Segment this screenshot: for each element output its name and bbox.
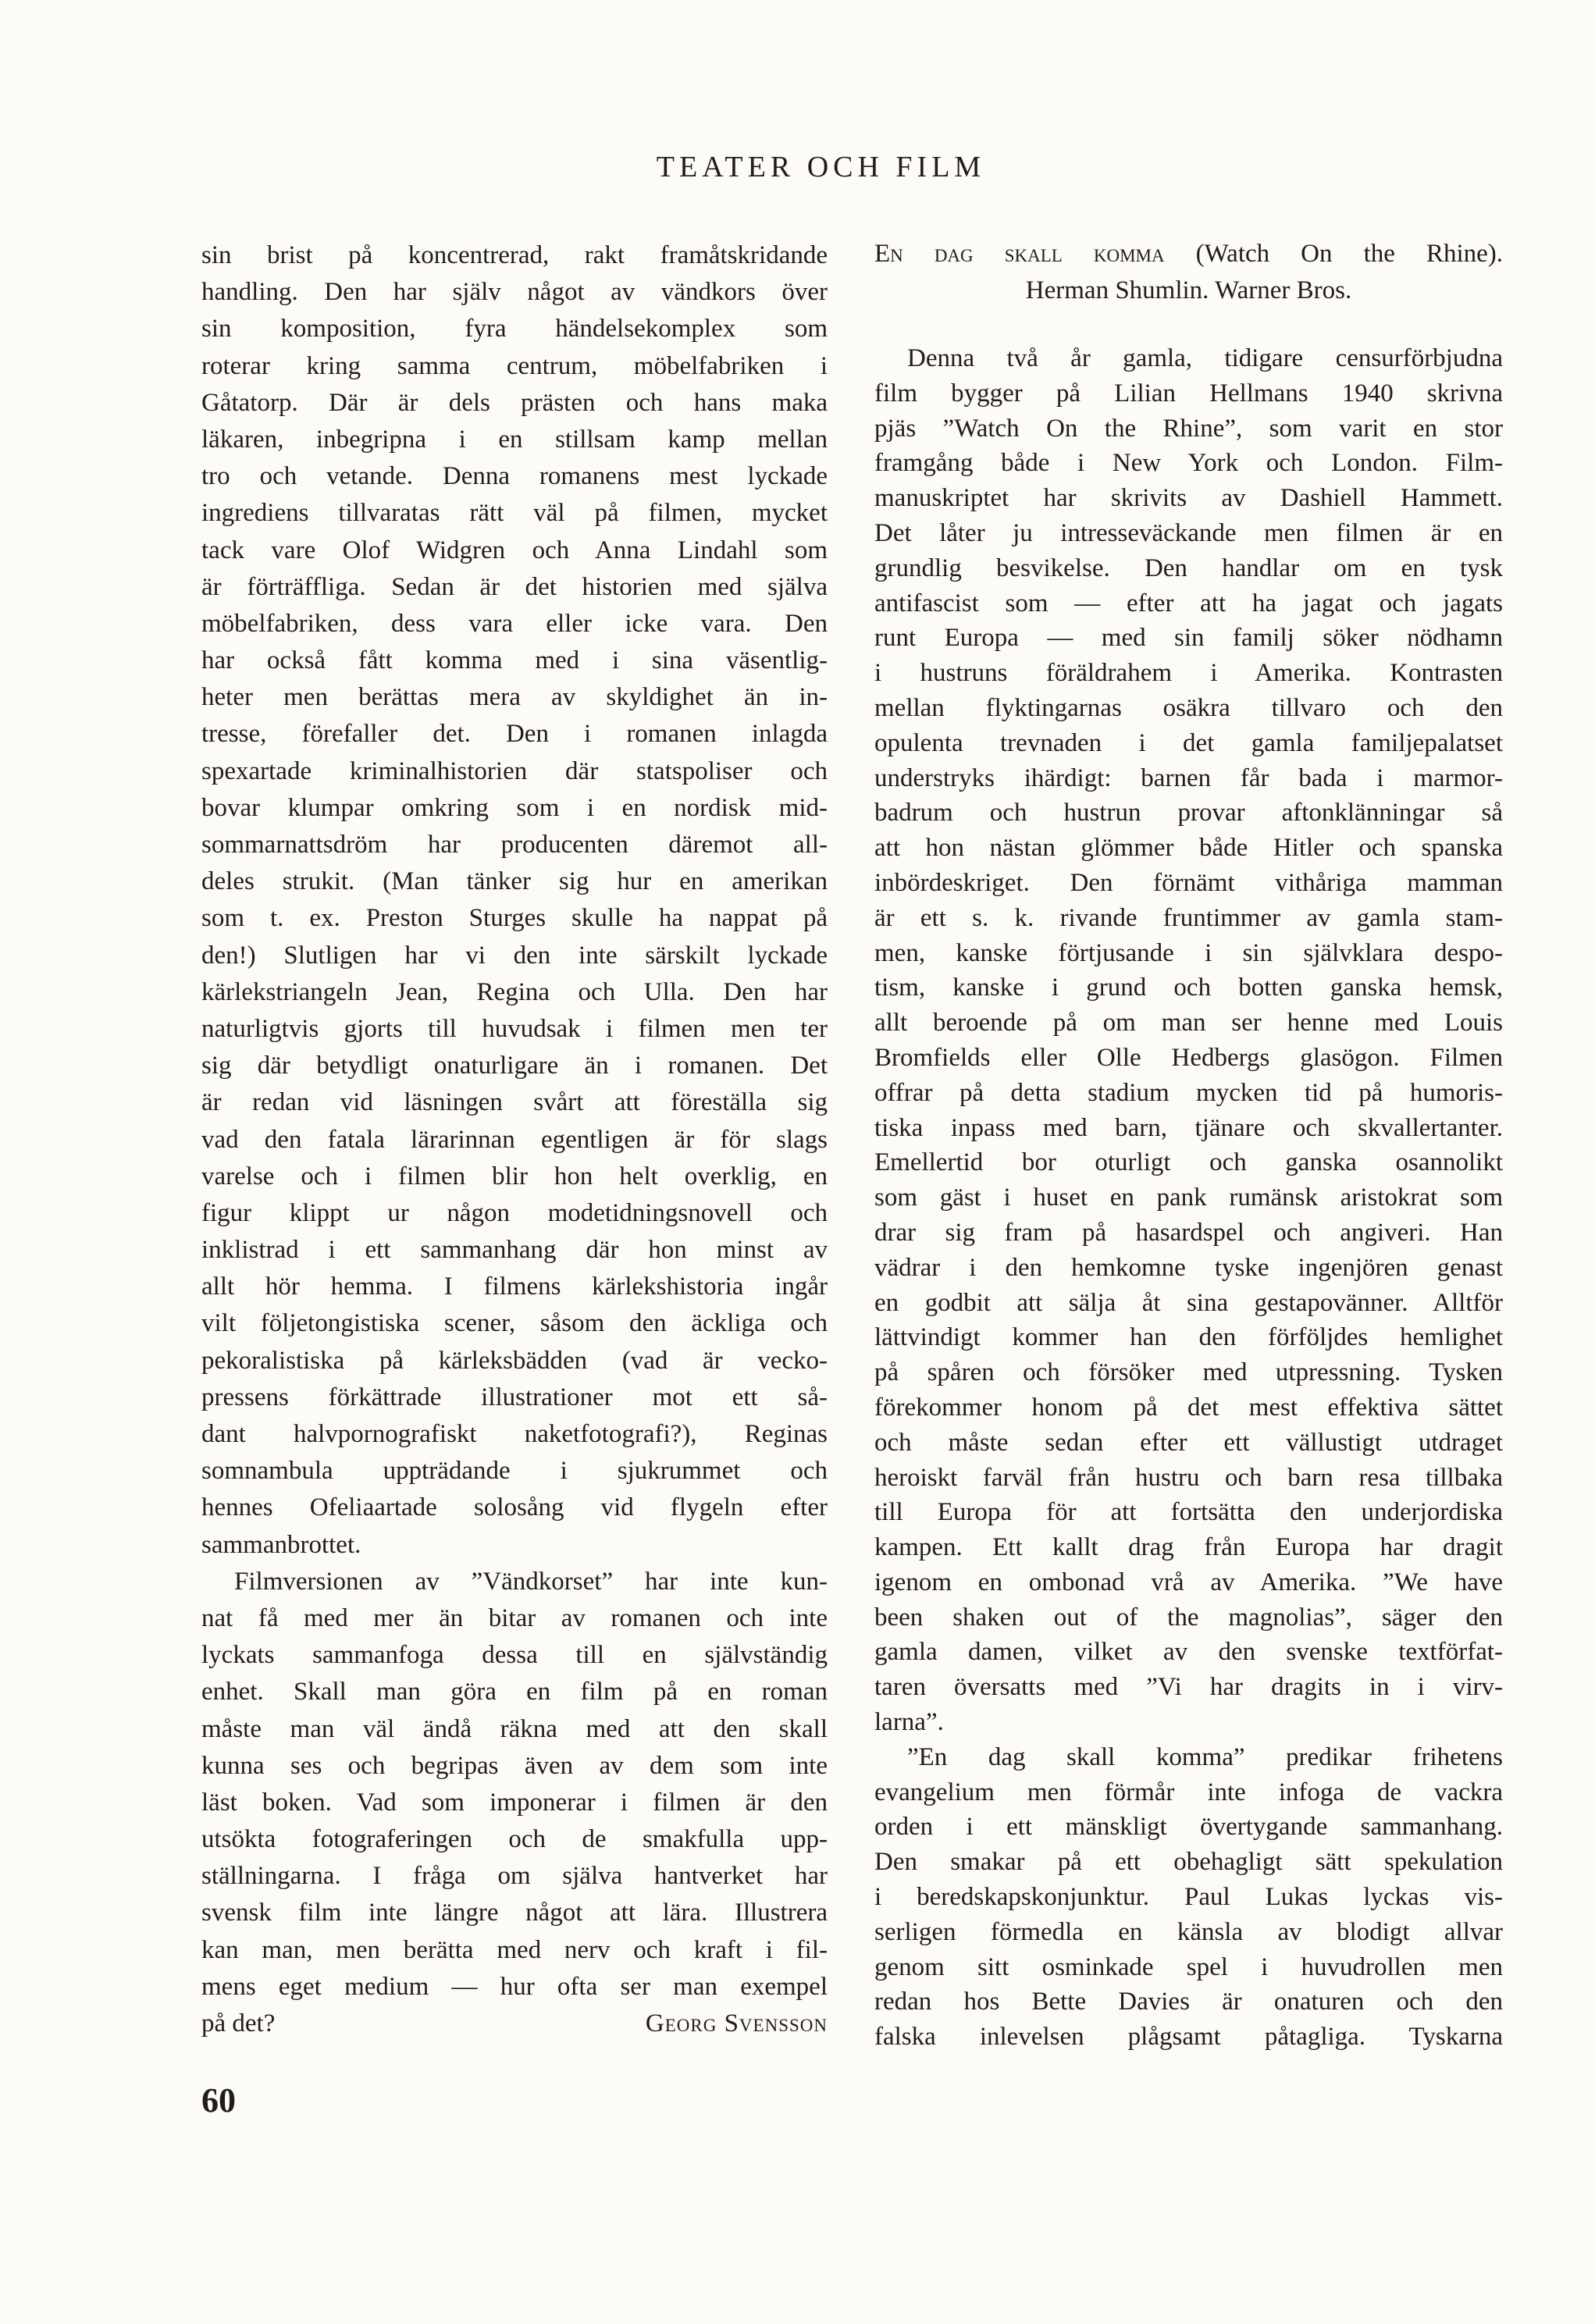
text-line: vädrar i den hemkomne tyske ingenjören genast: [874, 1253, 1503, 1282]
text-line: ingrediens tillvaratas rätt väl på filmen, mycket: [201, 499, 828, 528]
text-line: sommarnattsdröm har producenten däremot all-: [201, 831, 828, 859]
review-credits: Herman Shumlin. Warner Bros.: [1025, 276, 1352, 304]
closing-line: [201, 2005, 828, 2042]
text-line: antifascist som — efter att ha jagat och jagats: [874, 589, 1503, 617]
text-line: allt beroende på om man ser henne med Louis: [874, 1009, 1503, 1037]
text-line: Gåtatorp. Där är dels prästen och hans maka: [201, 388, 828, 417]
text-line: i hustruns föräldrahem i Amerika. Kontrasten: [874, 659, 1503, 688]
text-line: som gäst i huset en pank rumänsk aristokrat som: [874, 1183, 1503, 1212]
text-line: som t. ex. Preston Sturges skulle ha nappat på: [201, 904, 828, 933]
text-line: falska inlevelsen plågsamt påtagliga. Tyskarna: [874, 2023, 1503, 2052]
review-heading: [874, 236, 1503, 272]
text-line: evangelium men förmår inte infoga de vackra: [874, 1778, 1503, 1806]
text-line: att hon nästan glömmer både Hitler och spanska: [874, 834, 1503, 863]
text-line: sin komposition, fyra händelsekomplex som: [201, 315, 828, 343]
text-line: varelse och i filmen blir hon helt overklig, en: [201, 1162, 828, 1190]
text-line: vilt följetongistiska scener, såsom den äckliga och: [201, 1309, 828, 1338]
text-line: naturligtvis gjorts till huvudsak i filmen men ter: [201, 1014, 828, 1043]
left-column: [201, 237, 828, 2042]
text-line: inklistrad i ett sammanhang där hon minst av: [201, 1236, 828, 1265]
text-line: Den smakar på ett obehagligt sätt spekulation: [874, 1848, 1503, 1877]
text-line: runt Europa — med sin familj söker nödhamn: [874, 624, 1503, 653]
review-original-title: (Watch On the Rhine).: [1195, 240, 1504, 268]
text-line: been shaken out of the magnolias”, säger den: [874, 1603, 1503, 1632]
text-line: kan man, men berätta med nerv och kraft i fil-: [201, 1935, 828, 1964]
text-line: nat få med mer än bitar av romanen och inte: [201, 1603, 828, 1632]
text-line: spexartade kriminalhistorien där statspoliser och: [201, 756, 828, 785]
text-line: heter men berättas mera av skyldighet än in-: [201, 683, 828, 712]
text-line: Bromfields eller Olle Hedbergs glasögon. Filmen: [874, 1043, 1503, 1072]
text-line: deles strukit. (Man tänker sig hur en amerikan: [201, 867, 828, 896]
text-line: kunna ses och begripas även av dem som inte: [201, 1751, 828, 1780]
text-line: läkaren, inbegripna i en stillsam kamp mellan: [201, 425, 828, 454]
text-line: har också fått komma med i sina väsentlig-: [201, 646, 828, 675]
paragraph: [201, 237, 828, 1564]
paragraph: [874, 1740, 1503, 2055]
text-line: den!) Slutligen har vi den inte särskilt lyckade: [201, 941, 828, 970]
text-line: är ett s. k. rivande fruntimmer av gamla stam-: [874, 903, 1503, 932]
text-line: grundlig besvikelse. Den handlar om en tysk: [874, 553, 1503, 582]
text-line: Filmversionen av ”Vändkorset” har inte kun-: [234, 1567, 828, 1596]
running-head: TEATER OCH FILM: [656, 151, 986, 183]
text-line: sig där betydligt onaturligare än i romanen. Det: [201, 1052, 828, 1080]
text-line: inbördeskriget. Den förnämt vithåriga mamman: [874, 868, 1503, 897]
text-line: handling. Den har själv något av vändkors över: [201, 278, 828, 307]
text-line: utsökta fotograferingen och de smakfulla upp-: [201, 1825, 828, 1854]
text-line: Emellertid bor oturligt och ganska osannolikt: [874, 1148, 1503, 1177]
paragraph: [201, 1564, 828, 2005]
paragraph: [874, 341, 1503, 1740]
text-line: heroiskt farväl från hustru och barn resa tillbaka: [874, 1463, 1503, 1492]
text-line: Denna två år gamla, tidigare censurförbjudna: [907, 344, 1503, 372]
text-line: manuskriptet har skrivits av Dashiell Hammett.: [874, 484, 1503, 513]
text-line: sin brist på koncentrerad, rakt framåtskridande: [201, 241, 828, 269]
text-line: ställningarna. I fråga om själva hantverket har: [201, 1862, 828, 1891]
text-line: lyckats sammanfoga dessa till en självständig: [201, 1641, 828, 1670]
text-line: förekommer honom på det mest effektiva sättet: [874, 1393, 1503, 1422]
left-article-body: [201, 237, 828, 2005]
text-line: möbelfabriken, dess vara eller icke vara. Den: [201, 609, 828, 638]
text-line: tism, kanske i grund och botten ganska hemsk,: [874, 973, 1503, 1002]
text-line: men, kanske förtjusande i sin självklara despo-: [874, 938, 1503, 967]
text-line: enhet. Skall man göra en film på en roman: [201, 1678, 828, 1707]
text-line: tack vare Olof Widgren och Anna Lindahl som: [201, 536, 828, 564]
text-line: och måste sedan efter ett vällustigt utdraget: [874, 1428, 1503, 1457]
text-line: dant halvpornografiskt naketfotografi?), Reginas: [201, 1420, 828, 1448]
review-title: En dag skall komma: [874, 240, 1165, 268]
text-line: figur klippt ur någon modetidningsnovell och: [201, 1198, 828, 1227]
text-line: i beredskapskonjunktur. Paul Lukas lyckas vis-: [874, 1883, 1503, 1912]
author-signature: Georg Svensson: [645, 2009, 828, 2038]
text-line: är redan vid läsningen svårt att föreställa sig: [201, 1088, 828, 1117]
text-line: lättvindigt kommer han den förföljdes hemlighet: [874, 1323, 1503, 1352]
text-line: larna”.: [874, 1708, 944, 1737]
text-line: opulenta trevnaden i det gamla familjepalatset: [874, 728, 1503, 757]
text-line: igenom en ombonad vrå av Amerika. ”We have: [874, 1568, 1503, 1596]
text-line: gamla damen, vilket av den svenske textförfat-: [874, 1638, 1503, 1667]
text-line: Det låter ju intresseväckande men filmen är en: [874, 518, 1503, 547]
text-line: hennes Ofeliaartade solosång vid flygeln efter: [201, 1493, 828, 1522]
text-line: pjäs ”Watch On the Rhine”, som varit en stor: [874, 414, 1503, 443]
text-line: tresse, förefaller det. Den i romanen inlagda: [201, 720, 828, 749]
text-line: allt hör hemma. I filmens kärlekshistoria ingår: [201, 1272, 828, 1301]
text-line: taren översatts med ”Vi har dragits in i virv-: [874, 1673, 1503, 1702]
text-line: roterar kring samma centrum, möbelfabriken i: [201, 351, 828, 380]
page-number: 60: [201, 2081, 236, 2119]
text-line: till Europa för att fortsätta den underjordiska: [874, 1498, 1503, 1527]
text-line: drar sig fram på hasardspel och angiveri. Han: [874, 1218, 1503, 1247]
text-line: kärlekstriangeln Jean, Regina och Ulla. Den har: [201, 977, 828, 1006]
text-line: en godbit att sälja åt sina gestapovänner. Alltför: [874, 1288, 1503, 1317]
text-line: serligen förmedla en känsla av blodigt allvar: [874, 1917, 1503, 1946]
text-line: läst boken. Vad som imponerar i filmen är den: [201, 1788, 828, 1817]
text-line: sammanbrottet.: [201, 1530, 361, 1559]
text-line: badrum och hustrun provar aftonklänningar så: [874, 799, 1503, 827]
text-line: är förträffliga. Sedan är det historien med själva: [201, 572, 828, 601]
text-line: pekoralistiska på kärleksbädden (vad är vecko-: [201, 1346, 828, 1375]
text-line: framgång både i New York och London. Film-: [874, 449, 1503, 478]
text-line: redan hos Bette Davies är onaturen och den: [874, 1988, 1503, 2016]
text-line: ”En dag skall komma” predikar frihetens: [907, 1742, 1503, 1771]
text-line: somnambula uppträdande i sjukrummet och: [201, 1457, 828, 1486]
text-line: pressens förkättrade illustrationer mot ett så-: [201, 1383, 828, 1411]
text-line: genom sitt osminkade spel i huvudrollen men: [874, 1952, 1503, 1981]
text-line: måste man väl ändå räkna med att den skall: [201, 1714, 828, 1743]
text-line: svensk film inte längre något att lära. Illustrera: [201, 1899, 828, 1927]
text-line: på spåren och försöker med utpressning. Tysken: [874, 1358, 1503, 1387]
text-line: mens eget medium — hur ofta ser man exempel: [201, 1972, 828, 2001]
right-column: [874, 236, 1503, 2055]
text-line: tro och vetande. Denna romanens mest lyckade: [201, 462, 828, 491]
text-line: understryks ihärdigt: barnen får bada i marmor-: [874, 763, 1503, 792]
text-line: vad den fatala lärarinnan egentligen är för slags: [201, 1125, 828, 1154]
closing-text: på det?: [201, 2009, 276, 2038]
text-line: orden i ett mänskligt övertygande sammanhang.: [874, 1813, 1503, 1842]
review-body: [874, 341, 1503, 2055]
text-line: tiska inpass med barn, tjänare och skvallertanter.: [874, 1113, 1503, 1142]
text-line: offrar på detta stadium mycken tid på humoris-: [874, 1078, 1503, 1107]
text-line: bovar klumpar omkring som i en nordisk mid-: [201, 793, 828, 822]
text-line: film bygger på Lilian Hellmans 1940 skrivna: [874, 379, 1503, 408]
text-line: kampen. Ett kallt drag från Europa har dragit: [874, 1533, 1503, 1562]
text-line: mellan flyktingarnas osäkra tillvaro och den: [874, 693, 1503, 722]
